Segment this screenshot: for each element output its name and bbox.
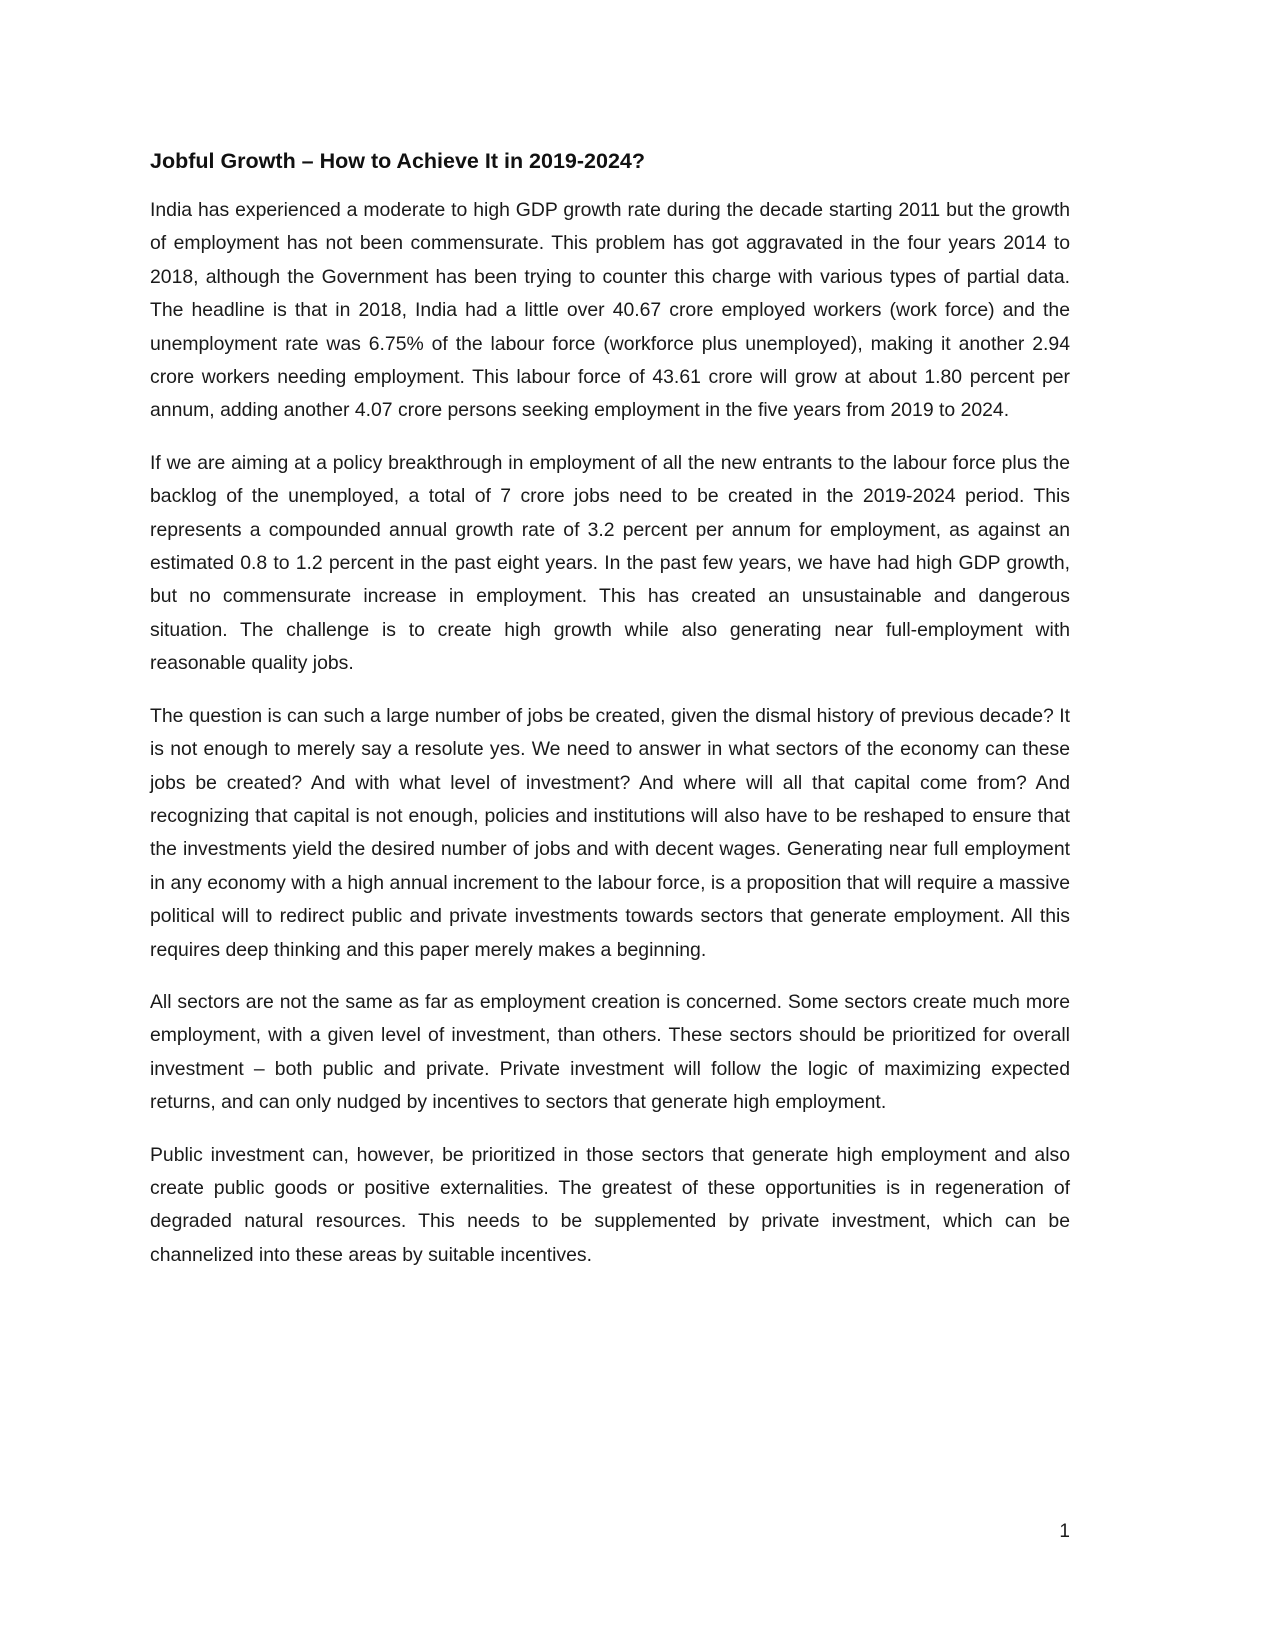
paragraph-4: All sectors are not the same as far as employment creation is concerned. Some sectors create much more employment, with a given level of investment, than others. These sectors should be prioritized for overall investment – both public and private. Private investment will follow the logic of maximizing expected returns, and can only nudged by incentives to sectors that generate high employment. — [150, 990, 1070, 1114]
paragraph-5: Public investment can, however, be prioritized in those sectors that generate high employment and also create public goods or positive externalities. The greatest of these opportunities is in regeneration of degraded natural resources. This needs to be supplemented by private investment, which can be channelized into these areas by suitable incentives. — [150, 1143, 1070, 1266]
document-title: Jobful Growth – How to Achieve It in 2019-2024? — [150, 149, 646, 173]
paragraph-1: India has experienced a moderate to high GDP growth rate during the decade starting 2011 but the growth of employment has not been commensurate. This problem has got aggravated in the four years 2014 to 2018, although the Government has been trying to counter this charge with various types of partial data. The headline is that in 2018, India had a little over 40.67 crore employed workers (work force) and the unemployment rate was 6.75% of the labour force (workforce plus unemployed), making it another 2.94 crore workers needing employment. This labour force of 43.61 crore will grow at about 1.80 percent per annum, adding another 4.07 crore persons seeking employment in the five years from 2019 to 2024. — [150, 199, 1070, 422]
document-body — [150, 146, 1070, 1291]
page-number: 1 — [1059, 1521, 1070, 1542]
paragraph-3: The question is can such a large number of jobs be created, given the dismal history of previous decade? It is not enough to merely say a resolute yes. We need to answer in what sectors of the economy can these jobs be created? And with what level of investment? And where will all that capital come from? And recognizing that capital is not enough, policies and institutions will also have to be reshaped to ensure that the investments yield the desired number of jobs and with decent wages. Generating near full employment in any economy with a high annual increment to the labour force, is a proposition that will require a massive political will to redirect public and private investments towards sectors that generate employment. All this requires deep thinking and this paper merely makes a beginning. — [150, 704, 1070, 961]
paragraph-2: If we are aiming at a policy breakthrough in employment of all the new entrants to the labour force plus the backlog of the unemployed, a total of 7 crore jobs need to be created in the 2019-2024 period. This represents a compounded annual growth rate of 3.2 percent per annum for employment, as against an estimated 0.8 to 1.2 percent in the past eight years. In the past few years, we have had high GDP growth, but no commensurate increase in employment. This has created an unsustainable and dangerous situation. The challenge is to create high growth while also generating near full-employment with reasonable quality jobs. — [150, 451, 1070, 675]
